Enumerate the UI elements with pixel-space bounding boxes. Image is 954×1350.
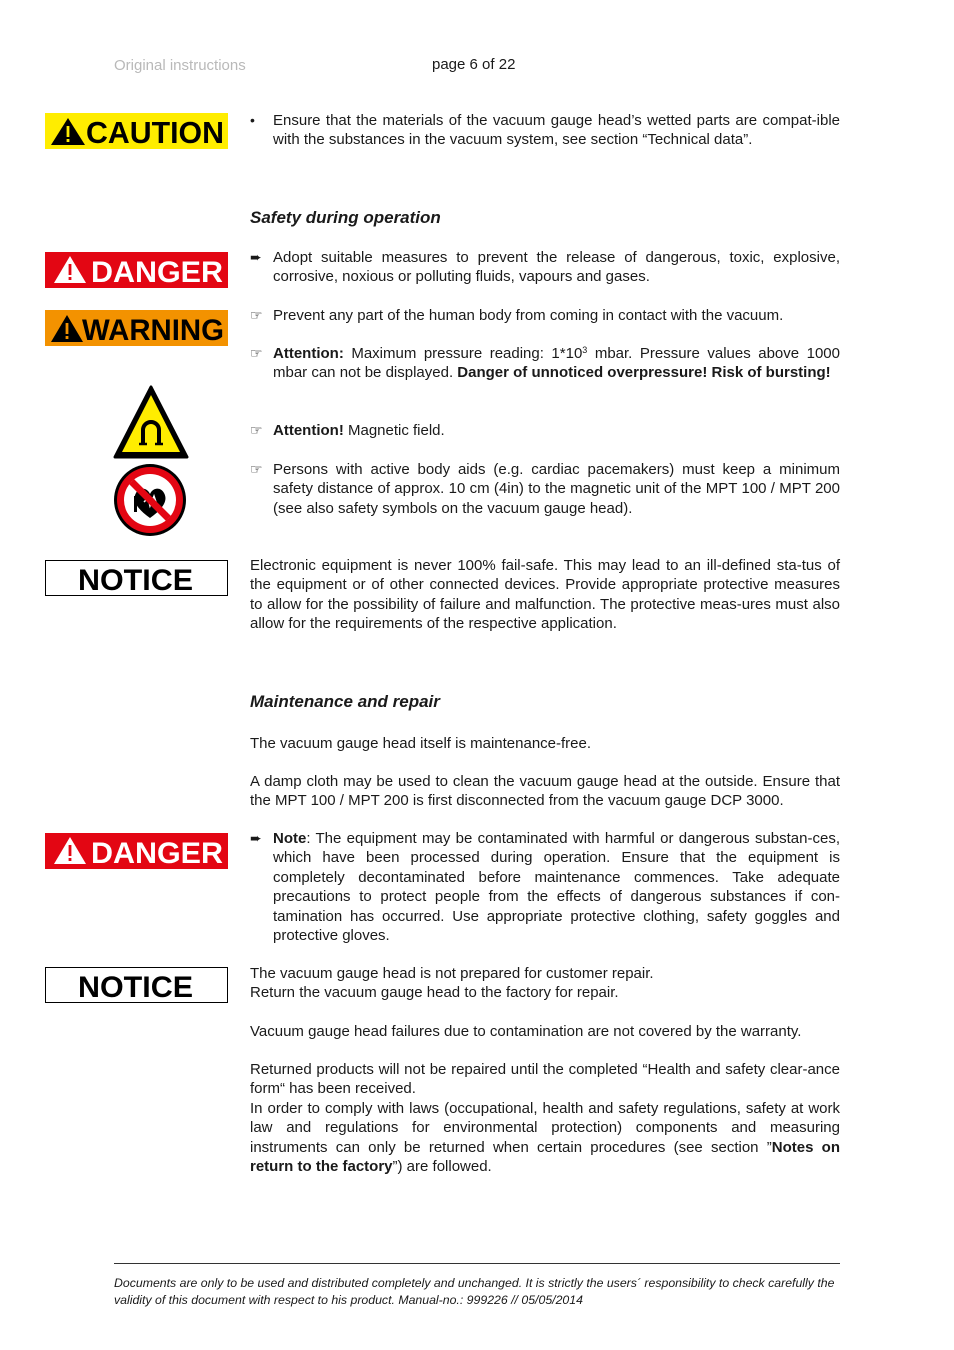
notice-electronic-text: Electronic equipment is never 100% fail-safe. This may lead to an ill-defined sta-tus of the equipment or of other connected devices. Provide appropriate protective measures to allow for the possibility of failure and malfunction. The protective meas-ures must also allow for the requirements of the respective application. <box>250 557 840 633</box>
cleaning-text: A damp cloth may be used to clean the vacuum gauge head at the outside. Ensure that the MPT 100 / MPT 200 is first disconnected from the vacuum gauge DCP 3000. <box>250 773 840 810</box>
notice-sign-label: NOTICE <box>78 971 193 1003</box>
notice-sign-label: NOTICE <box>78 564 193 596</box>
safety-item-3 <box>250 344 840 383</box>
safety-item-2 <box>250 306 840 325</box>
page-number: page 6 of 22 <box>432 56 516 73</box>
header-document-type: Original instructions <box>114 57 246 74</box>
caution-item-text: Ensure that the materials of the vacuum gauge head’s wetted parts are compat-ible with the substances in the vacuum system, see section “Technical data”. <box>273 112 840 149</box>
safety-item-1 <box>250 248 840 287</box>
danger-sign <box>45 252 228 288</box>
danger-sign-label: DANGER <box>91 256 224 288</box>
magnetic-field-icon <box>112 384 190 460</box>
repair-line-1: The vacuum gauge head is not prepared for customer repair. <box>250 965 654 982</box>
safety-item-4-text: Attention! Magnetic field. <box>273 422 445 439</box>
warranty-text: Vacuum gauge head failures due to contamination are not covered by the warranty. <box>250 1023 802 1040</box>
warning-sign <box>45 310 228 346</box>
pointing-hand-icon: ☞ <box>250 461 263 477</box>
repair-line-2: Return the vacuum gauge head to the factory for repair. <box>250 984 619 1002</box>
footer-divider <box>114 1263 840 1264</box>
safety-item-1-text: Adopt suitable measures to prevent the release of dangerous, toxic, explosive, corrosive, noxious or polluting fluids, vapours and gases. <box>273 249 840 286</box>
safety-item-5 <box>250 460 840 518</box>
safety-heading: Safety during operation <box>250 208 441 227</box>
attention-label: Attention! <box>273 422 344 439</box>
pointing-hand-icon: ☞ <box>250 422 263 438</box>
safety-item-4 <box>250 421 840 440</box>
maintenance-free-text: The vacuum gauge head itself is maintenance-free. <box>250 735 592 752</box>
caution-sign <box>45 113 228 149</box>
danger-sign <box>45 833 228 869</box>
warning-sign-label: WARNING <box>82 314 224 346</box>
arrow-right-icon: ➨ <box>250 249 262 265</box>
caution-sign-label: CAUTION <box>86 115 224 149</box>
contamination-note <box>250 829 840 945</box>
footer-disclaimer: Documents are only to be used and distributed completely and unchanged. It is strictly the users´ responsibility to check carefully the validity of this document with respect to his product. Manual-no.: 999226 // 05/05/2014 <box>114 1276 835 1307</box>
pointing-hand-icon: ☞ <box>250 345 263 361</box>
arrow-right-icon: ➨ <box>250 830 262 846</box>
overpressure-warning: Danger of unnoticed overpressure! Risk of bursting! <box>457 364 831 382</box>
pointing-hand-icon: ☞ <box>250 307 263 323</box>
caution-item <box>250 111 840 150</box>
danger-sign-label: DANGER <box>91 837 224 869</box>
notice-sign <box>45 560 228 596</box>
attention-label: Attention: <box>273 345 344 362</box>
returned-products-text: Returned products will not be repaired until the completed “Health and safety clear-ance form“ has been received. <box>250 1061 840 1098</box>
maintenance-heading: Maintenance and repair <box>250 692 440 711</box>
notes-on-return-link: Notes on return to the factory <box>250 1138 840 1176</box>
bullet-dot-icon: • <box>250 112 255 128</box>
notice-sign <box>45 967 228 1003</box>
safety-item-2-text: Prevent any part of the human body from coming in contact with the vacuum. <box>273 307 784 324</box>
safety-item-3-text: Attention: Maximum pressure reading: $1*10^3$ mbar. Pressure values above 1000 mbar can not be displayed. Danger of unnoticed overpressure! Risk of bursting! <box>273 345 840 382</box>
note-label: Note <box>273 830 307 847</box>
safety-item-5-text: Persons with active body aids (e.g. cardiac pacemakers) must keep a minimum safety distance of approx. 10 cm (4in) to the magnetic unit of the MPT 100 / MPT 200 (see also safety symbols on the vacuum gauge head). <box>273 461 840 517</box>
compliance-text: In order to comply with laws (occupational, health and safety regulations, safety at work law and regulations for environmental protection) components and measuring instruments can only be returned when certain procedures (see section ”Notes on return to the factory”) are followed. <box>250 1100 840 1176</box>
no-pacemaker-icon <box>112 462 188 538</box>
contamination-note-text: Note: The equipment may be contaminated with harmful or dangerous substan-ces, which have been processed during operation. Ensure that the equipment is completely decontaminated before maintenance commences. Take adequate precautions to protect people from the effects of dangerous substances if con-tamination has occurred. Use appropriate protective clothing, safety goggles and protective gloves. <box>273 830 840 945</box>
repair-text <box>250 964 840 1003</box>
